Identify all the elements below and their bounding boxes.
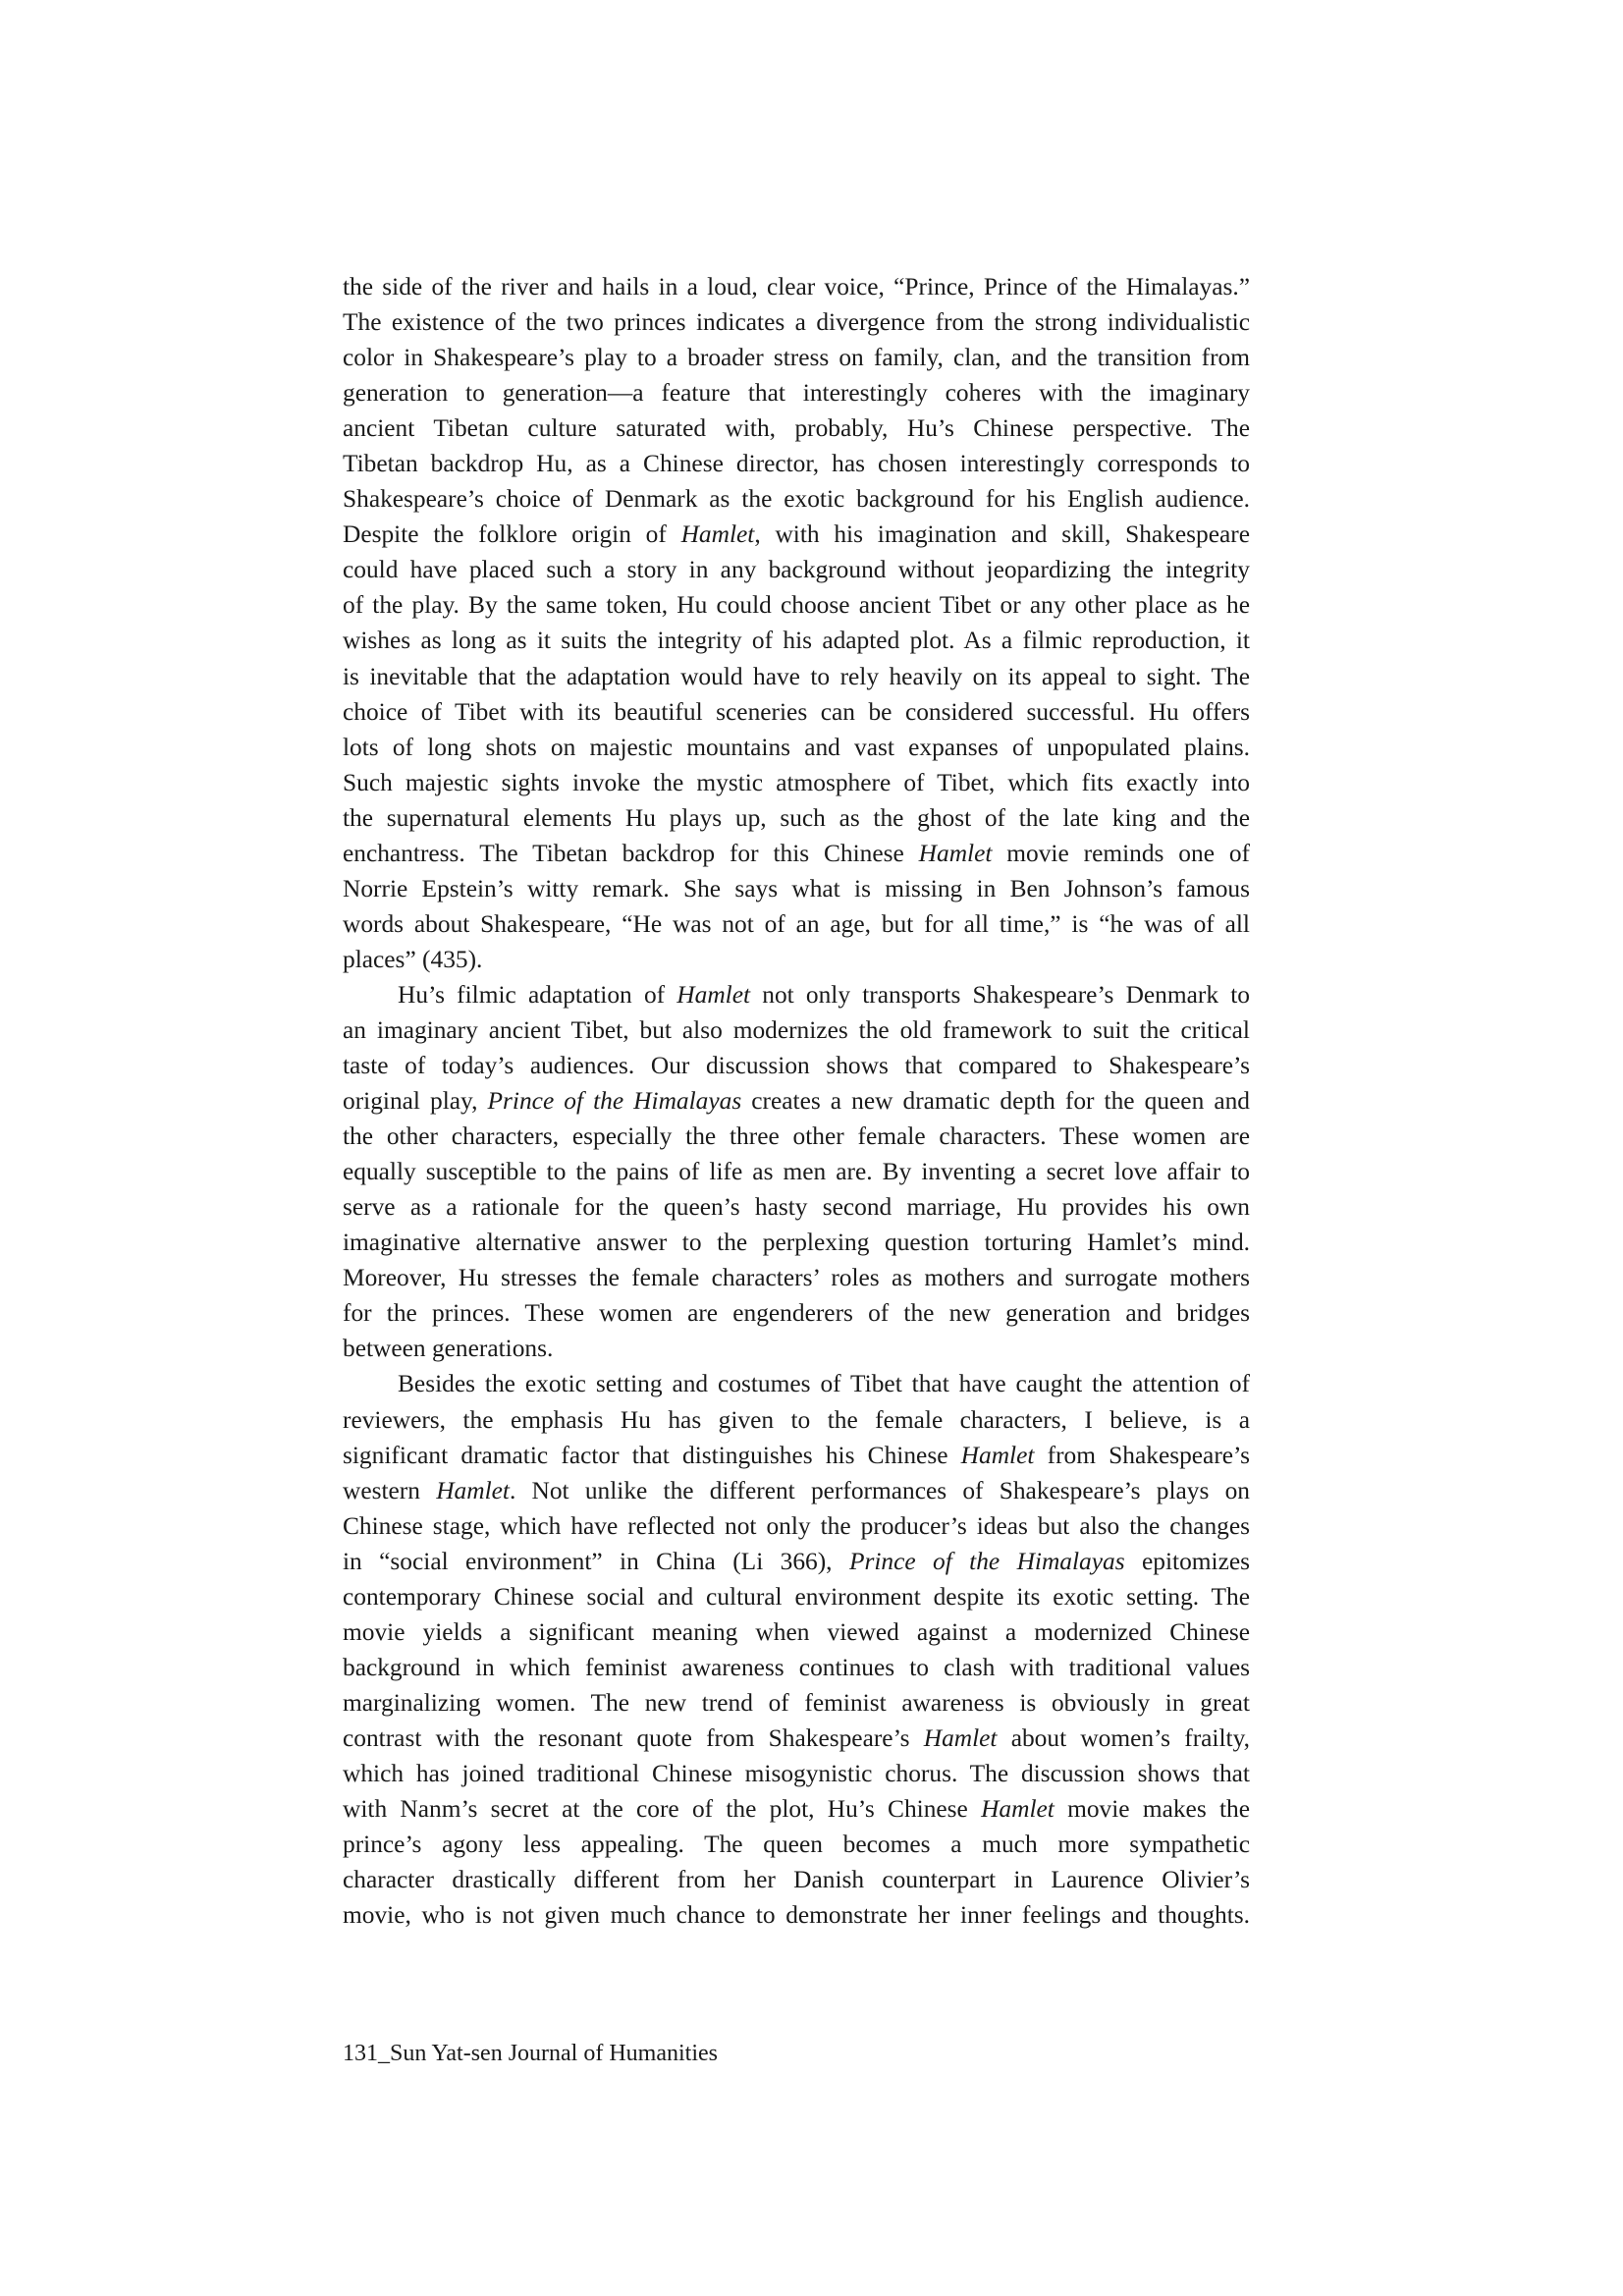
text-run: reviewers, the emphasis Hu has given to the female characters, I believe, is a — [343, 1405, 1250, 1434]
text-run: imaginative alternative answer to the perplexing question torturing Hamlet’s mind. — [343, 1229, 1250, 1257]
text-run: . Not unlike the different performances of Shakespeare’s plays on — [509, 1476, 1250, 1504]
text-run: character drastically different from her Danish counterpart in Laurence Olivier’s — [343, 1866, 1250, 1894]
italic-title: Prince of the Himalayas — [487, 1087, 742, 1116]
text-run: contemporary Chinese social and cultural environment despite its exotic setting. The — [343, 1582, 1250, 1611]
text-run: movie makes the — [1054, 1795, 1250, 1824]
text-run: the supernatural elements Hu plays up, such as the ghost of the late king and the — [343, 803, 1250, 832]
italic-title: Hamlet — [676, 980, 751, 1009]
text-run: an imaginary ancient Tibet, but also modernizes the old framework to suit the critical — [343, 1015, 1250, 1044]
text-line — [343, 659, 1250, 694]
paragraph — [343, 269, 1250, 977]
text-run: Shakespeare’s choice of Denmark as the exotic background for his English audience. — [343, 485, 1250, 514]
text-run: , with his imagination and skill, Shakespeare — [754, 520, 1250, 549]
text-line — [343, 446, 1250, 481]
text-run: for the princes. These women are engenderers of the new generation and bridges — [343, 1299, 1250, 1328]
text-line — [343, 1048, 1250, 1083]
text-run: from Shakespeare’s — [1034, 1441, 1250, 1469]
text-run: between generations. — [343, 1335, 554, 1363]
text-run: places” (435). — [343, 945, 483, 973]
text-run: lots of long shots on majestic mountains and vast expanses of unpopulated plains. — [343, 733, 1250, 761]
text-run: Such majestic sights invoke the mystic atmosphere of Tibet, which fits exactly into — [343, 768, 1250, 796]
text-line — [343, 1012, 1250, 1048]
text-run: taste of today’s audiences. Our discussion shows that compared to Shakespeare’s — [343, 1052, 1250, 1080]
footer-page-label: 131_Sun Yat-sen Journal of Humanities — [343, 2041, 718, 2066]
text-line — [343, 1508, 1250, 1544]
text-line — [343, 623, 1250, 658]
text-line — [343, 304, 1250, 340]
text-line — [343, 1260, 1250, 1295]
text-line — [343, 836, 1250, 871]
text-run: of the play. By the same token, Hu could choose ancient Tibet or any other place as he — [343, 591, 1250, 620]
text-run: not only transports Shakespeare’s Denmark to — [750, 980, 1250, 1009]
text-run: which has joined traditional Chinese misogynistic chorus. The discussion shows that — [343, 1759, 1250, 1787]
text-line — [343, 1579, 1250, 1614]
text-line — [343, 1685, 1250, 1721]
text-line — [343, 1897, 1250, 1933]
text-run: marginalizing women. The new trend of feminist awareness is obviously in great — [343, 1688, 1250, 1717]
text-run: about women’s frailty, — [997, 1723, 1250, 1752]
text-run: ancient Tibetan culture saturated with, probably, Hu’s Chinese perspective. The — [343, 414, 1250, 443]
text-run: Norrie Epstein’s witty remark. She says what is missing in Ben Johnson’s famous — [343, 874, 1250, 902]
text-line — [343, 517, 1250, 552]
text-run: movie, who is not given much chance to demonstrate her inner feelings and thoughts. — [343, 1901, 1250, 1930]
text-run: The existence of the two princes indicates a divergence from the strong individualistic — [343, 308, 1250, 337]
text-line — [343, 1650, 1250, 1685]
text-line — [343, 1083, 1250, 1119]
text-line — [343, 1154, 1250, 1189]
text-run: could have placed such a story in any background without jeopardizing the integrity — [343, 556, 1250, 584]
text-run: is inevitable that the adaptation would have to rely heavily on its appeal to sight. The — [343, 662, 1250, 690]
text-line — [343, 1189, 1250, 1225]
text-line — [343, 942, 1250, 977]
text-line — [343, 1295, 1250, 1331]
italic-title: Hamlet — [960, 1441, 1035, 1469]
text-run: Despite the folklore origin of — [343, 520, 681, 549]
text-run: Besides the exotic setting and costumes of Tibet that have caught the attention of — [398, 1370, 1250, 1398]
text-run: creates a new dramatic depth for the queen and — [741, 1087, 1250, 1116]
text-line — [343, 800, 1250, 836]
text-line — [343, 1791, 1250, 1827]
text-run: western — [343, 1476, 437, 1504]
italic-title: Hamlet — [981, 1795, 1055, 1824]
text-run: choice of Tibet with its beautiful sceneries can be considered successful. Hu offers — [343, 697, 1250, 726]
text-run: words about Shakespeare, “He was not of an age, but for all time,” is “he was of all — [343, 909, 1250, 938]
text-line — [343, 730, 1250, 765]
text-run: with Nanm’s secret at the core of the plot, Hu’s Chinese — [343, 1795, 982, 1824]
paragraph — [343, 977, 1250, 1367]
text-line — [343, 552, 1250, 587]
text-run: background in which feminist awareness continues to clash with traditional values — [343, 1653, 1250, 1681]
text-run: epitomizes — [1124, 1547, 1250, 1575]
text-line — [343, 977, 1250, 1012]
text-run: Chinese stage, which have reflected not only the producer’s ideas but also the changes — [343, 1511, 1250, 1540]
text-line — [343, 1119, 1250, 1154]
text-line — [343, 1331, 1250, 1366]
body-text — [343, 269, 1250, 1933]
paragraph — [343, 1366, 1250, 1933]
text-line — [343, 375, 1250, 410]
text-run: the side of the river and hails in a loud, clear voice, “Prince, Prince of the Himalayas.” — [343, 273, 1250, 301]
italic-title: Hamlet — [923, 1723, 998, 1752]
text-run: prince’s agony less appealing. The queen becomes a much more sympathetic — [343, 1831, 1250, 1859]
italic-title: Hamlet — [436, 1476, 510, 1504]
text-line — [343, 1225, 1250, 1260]
text-line — [343, 1366, 1250, 1401]
text-line — [343, 1544, 1250, 1579]
text-line — [343, 410, 1250, 446]
text-run: original play, — [343, 1087, 488, 1116]
text-line — [343, 871, 1250, 906]
text-line — [343, 481, 1250, 517]
text-run: enchantress. The Tibetan backdrop for this Chinese — [343, 839, 919, 867]
text-run: serve as a rationale for the queen’s hasty second marriage, Hu provides his own — [343, 1193, 1250, 1222]
text-line — [343, 1614, 1250, 1650]
page-footer — [343, 2039, 718, 2068]
text-line — [343, 694, 1250, 730]
text-run: significant dramatic factor that distinguishes his Chinese — [343, 1441, 961, 1469]
text-line — [343, 1473, 1250, 1508]
text-line — [343, 587, 1250, 623]
text-line — [343, 340, 1250, 375]
text-run: equally susceptible to the pains of life as men are. By inventing a secret love affair to — [343, 1158, 1250, 1186]
text-line — [343, 765, 1250, 800]
text-line — [343, 1756, 1250, 1791]
text-run: movie reminds one of — [992, 839, 1250, 867]
text-run: movie yields a significant meaning when viewed against a modernized Chinese — [343, 1617, 1250, 1646]
text-run: contrast with the resonant quote from Shakespeare’s — [343, 1723, 924, 1752]
italic-title: Hamlet — [680, 520, 755, 549]
text-run: the other characters, especially the three other female characters. These women are — [343, 1122, 1250, 1151]
text-line — [343, 1402, 1250, 1438]
text-line — [343, 1721, 1250, 1756]
text-line — [343, 1438, 1250, 1473]
text-line — [343, 906, 1250, 942]
text-run: Moreover, Hu stresses the female characters’ roles as mothers and surrogate mothers — [343, 1264, 1250, 1292]
text-line — [343, 1827, 1250, 1862]
text-run: color in Shakespeare’s play to a broader stress on family, clan, and the transition from — [343, 344, 1250, 372]
text-run: Hu’s filmic adaptation of — [398, 980, 677, 1009]
text-line — [343, 1862, 1250, 1897]
text-run: Tibetan backdrop Hu, as a Chinese director, has chosen interestingly corresponds to — [343, 450, 1250, 478]
text-run: wishes as long as it suits the integrity of his adapted plot. As a filmic reproduction, it — [343, 627, 1250, 655]
text-run: generation to generation—a feature that interestingly coheres with the imaginary — [343, 379, 1250, 408]
text-line — [343, 269, 1250, 304]
italic-title: Hamlet — [918, 839, 993, 867]
italic-title: Prince of the Himalayas — [848, 1547, 1125, 1575]
text-run: in “social environment” in China (Li 366), — [343, 1547, 849, 1575]
